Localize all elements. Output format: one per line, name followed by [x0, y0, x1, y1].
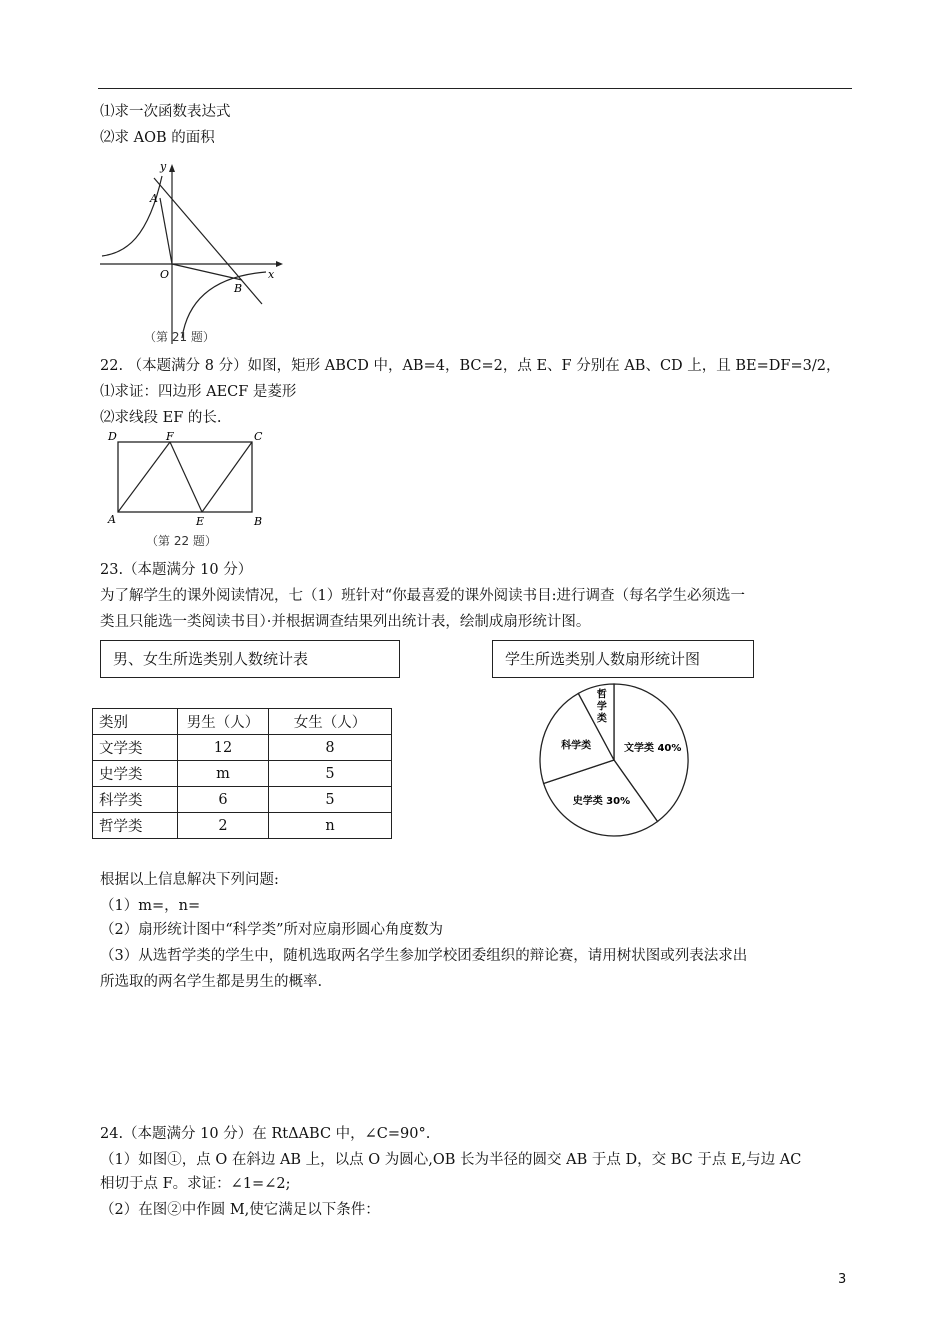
label-d: D: [108, 430, 117, 443]
label-a: A: [108, 513, 116, 526]
q23-part2: （2）扇形统计图中“科学类”所对应扇形圆心角度数为: [100, 922, 444, 938]
q23-intro-line1: 为了解学生的课外阅读情况，七（1）班针对“你最喜爱的课外阅读书目:进行调查（每名学生必须选一: [100, 588, 746, 604]
q23-part3-line1: （3）从选哲学类的学生中，随机选取两名学生参加学校团委组织的辩论赛，请用树状图或列表法求出: [100, 948, 748, 964]
q22-part2: ⑵求线段 EF 的长.: [100, 410, 222, 426]
q23-prompt: 根据以上信息解决下列问题:: [100, 872, 279, 888]
table-cell: 8: [269, 735, 392, 761]
q23-header: 23.（本题满分 10 分）: [100, 562, 253, 578]
label-x: x: [268, 268, 275, 281]
q23-part1: （1）m=，n=: [100, 898, 201, 914]
table-cell: 文学类: [93, 735, 178, 761]
q22-caption: （第 22 题）: [146, 534, 217, 548]
page-number: 3: [838, 1272, 847, 1287]
table-cell: 5: [269, 761, 392, 787]
table-row: [93, 787, 392, 813]
q21-caption: （第 21 题）: [144, 330, 215, 344]
pie-label: 史学类 30%: [572, 795, 631, 807]
table-cell: 哲学类: [93, 813, 178, 839]
table-row: [93, 761, 392, 787]
line-ab: [154, 178, 262, 304]
chart-title-box: 学生所选类别人数扇形统计图: [492, 640, 754, 678]
table-cell: n: [269, 813, 392, 839]
q24-part1-line1: （1）如图①，点 O 在斜边 AB 上，以点 O 为圆心,OB 长为半径的圆交 AB 于点 D，交 BC 于点 E,与边 AC: [100, 1152, 802, 1168]
q24-part2: （2）在图②中作圆 M,使它满足以下条件：: [100, 1202, 380, 1218]
segment-fe: [170, 442, 202, 512]
table-cell: 科学类: [93, 787, 178, 813]
segment-ob: [172, 264, 242, 280]
table-row: [93, 735, 392, 761]
label-y: y: [160, 160, 167, 173]
label-c: C: [254, 430, 263, 443]
pie-label: 科学类: [561, 740, 592, 752]
q22-part1: ⑴求证：四边形 AECF 是菱形: [100, 384, 297, 400]
table-row: [93, 813, 392, 839]
pie-label: 文学类 40%: [623, 743, 682, 755]
q21-figure: [96, 158, 286, 350]
table-cell: 6: [178, 787, 269, 813]
segment-oa: [160, 198, 172, 264]
table-header-cell: 男生（人）: [178, 709, 269, 735]
segment-ec: [202, 442, 252, 512]
q23-intro-line2: 类且只能选一类阅读书目）·并根据调查结果列出统计表，绘制成扇形统计图。: [100, 614, 591, 630]
table-cell: 史学类: [93, 761, 178, 787]
table-header-cell: 女生（人）: [269, 709, 392, 735]
header-rule: [98, 88, 852, 89]
stats-table: [92, 708, 392, 839]
pie-label-char: 学: [596, 701, 607, 713]
pie-chart: [536, 680, 692, 840]
q24-part1-line2: 相切于点 F。求证：∠1=∠2;: [100, 1176, 291, 1192]
label-b: B: [234, 282, 243, 295]
q22-figure: [104, 428, 274, 530]
label-e: E: [196, 515, 205, 528]
q21-part1: ⑴求一次函数表达式: [100, 104, 231, 120]
table-cell: 12: [178, 735, 269, 761]
segment-af: [118, 442, 170, 512]
q24-stem: 24.（本题满分 10 分）在 RtΔABC 中，∠C=90°.: [100, 1126, 431, 1142]
x-axis-arrow: [276, 261, 283, 267]
label-a: A: [150, 192, 158, 205]
label-o: O: [160, 268, 170, 281]
rectangle-abcd: [118, 442, 252, 512]
q23-part3-line2: 所选取的两名学生都是男生的概率.: [100, 974, 323, 990]
label-b: B: [254, 515, 263, 528]
table-header-cell: 类别: [93, 709, 178, 735]
label-f: F: [166, 430, 174, 443]
hyperbola-left-branch: [102, 176, 162, 256]
pie-label-char: 类: [596, 713, 607, 725]
y-axis-arrow: [169, 164, 175, 172]
table-cell: 2: [178, 813, 269, 839]
table-cell: 5: [269, 787, 392, 813]
q22-stem: 22. （本题满分 8 分）如图，矩形 ABCD 中，AB=4，BC=2，点 E、F 分别在 AB、CD 上，且 BE=DF=3/2，: [100, 358, 841, 374]
table-title-box: 男、女生所选类别人数统计表: [100, 640, 400, 678]
table-cell: m: [178, 761, 269, 787]
pie-label-char: 哲: [596, 689, 607, 701]
table-header-row: [93, 709, 392, 735]
q21-part2: ⑵求 AOB 的面积: [100, 130, 215, 146]
